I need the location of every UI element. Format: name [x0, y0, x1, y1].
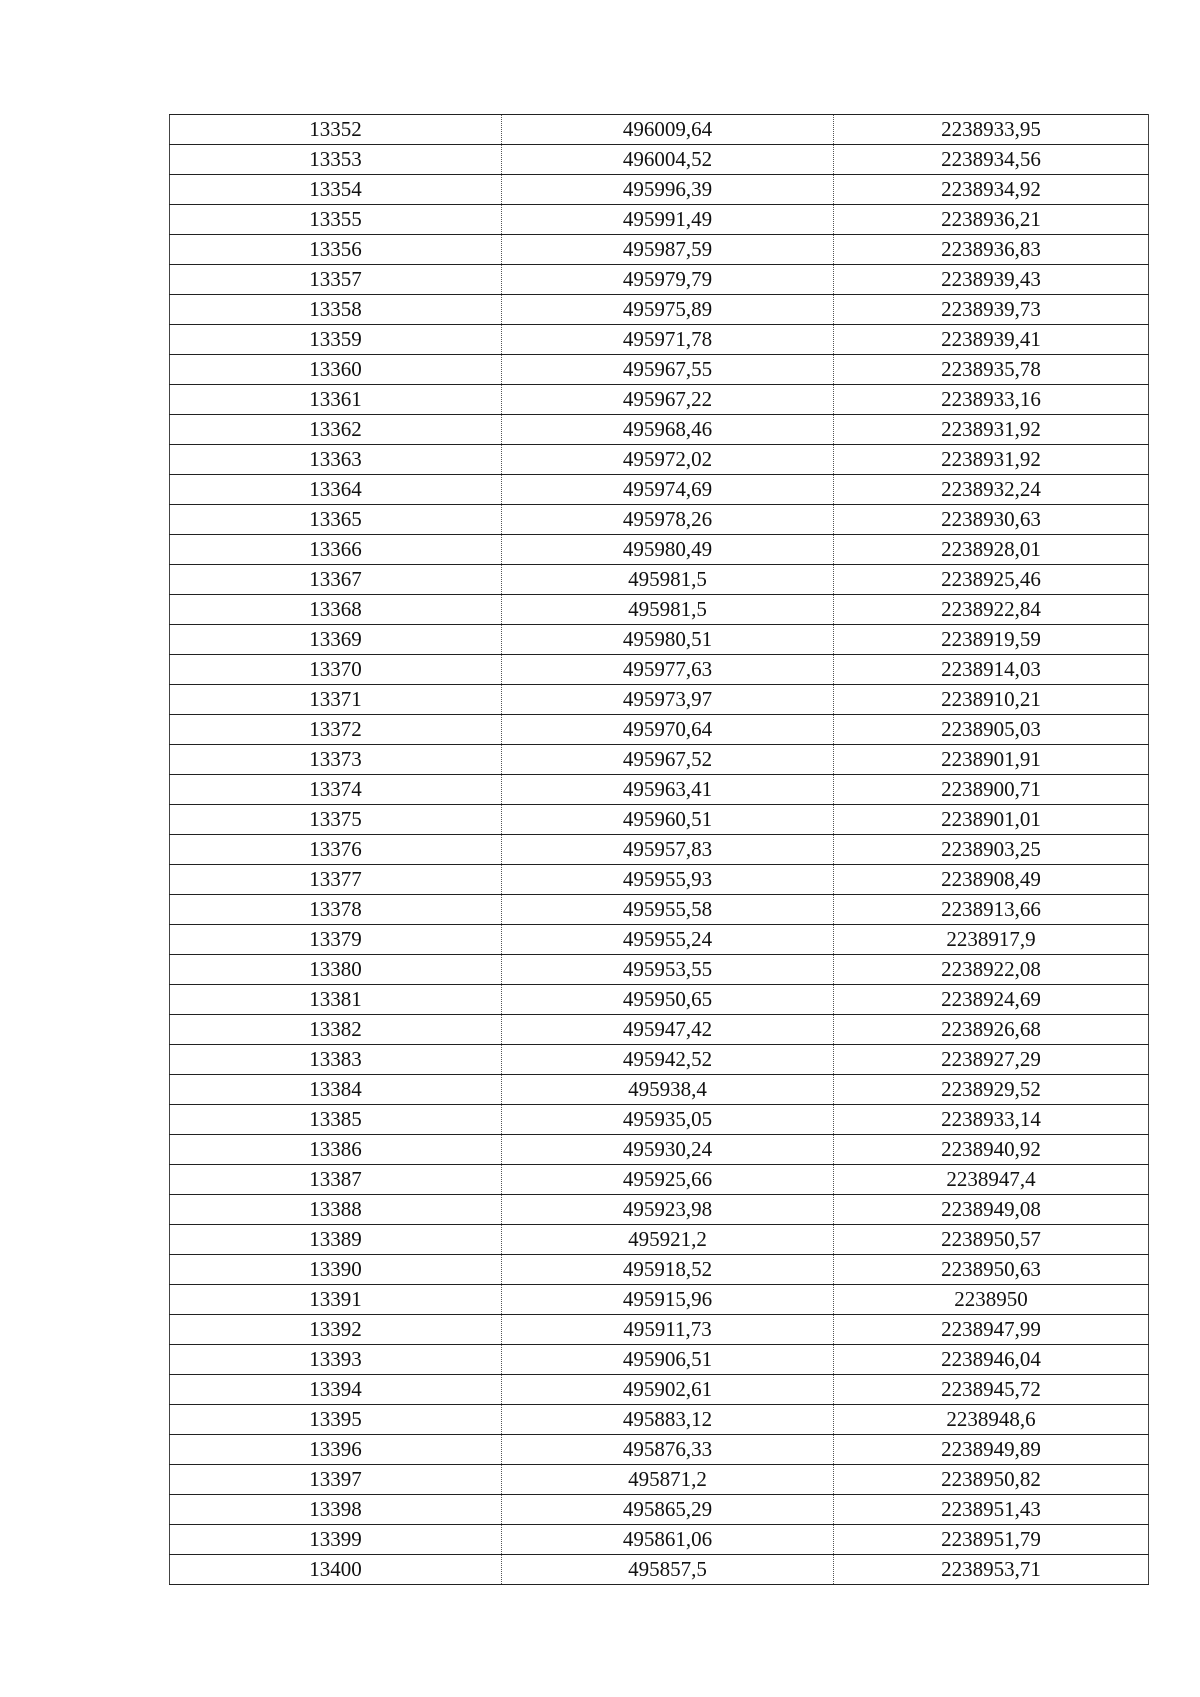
point-number-cell: 13352	[170, 115, 502, 145]
y-coordinate-cell: 2238951,79	[834, 1525, 1149, 1555]
x-coordinate-cell: 495971,78	[502, 325, 834, 355]
point-number-cell: 13355	[170, 205, 502, 235]
table-row	[170, 1405, 1149, 1435]
x-coordinate-cell: 495960,51	[502, 805, 834, 835]
table-row	[170, 355, 1149, 385]
point-number-cell: 13395	[170, 1405, 502, 1435]
table-row	[170, 985, 1149, 1015]
y-coordinate-cell: 2238949,89	[834, 1435, 1149, 1465]
table-row	[170, 1495, 1149, 1525]
table-row	[170, 235, 1149, 265]
point-number-cell: 13365	[170, 505, 502, 535]
x-coordinate-cell: 495923,98	[502, 1195, 834, 1225]
y-coordinate-cell: 2238901,91	[834, 745, 1149, 775]
y-coordinate-cell: 2238935,78	[834, 355, 1149, 385]
x-coordinate-cell: 495902,61	[502, 1375, 834, 1405]
point-number-cell: 13385	[170, 1105, 502, 1135]
table-row	[170, 775, 1149, 805]
table-row	[170, 475, 1149, 505]
table-row	[170, 325, 1149, 355]
x-coordinate-cell: 495967,55	[502, 355, 834, 385]
x-coordinate-cell: 495921,2	[502, 1225, 834, 1255]
y-coordinate-cell: 2238940,92	[834, 1135, 1149, 1165]
point-number-cell: 13379	[170, 925, 502, 955]
point-number-cell: 13364	[170, 475, 502, 505]
point-number-cell: 13362	[170, 415, 502, 445]
point-number-cell: 13378	[170, 895, 502, 925]
y-coordinate-cell: 2238934,92	[834, 175, 1149, 205]
point-number-cell: 13397	[170, 1465, 502, 1495]
y-coordinate-cell: 2238931,92	[834, 415, 1149, 445]
y-coordinate-cell: 2238933,95	[834, 115, 1149, 145]
y-coordinate-cell: 2238903,25	[834, 835, 1149, 865]
y-coordinate-cell: 2238928,01	[834, 535, 1149, 565]
x-coordinate-cell: 495975,89	[502, 295, 834, 325]
x-coordinate-cell: 495957,83	[502, 835, 834, 865]
table-row	[170, 715, 1149, 745]
table-row	[170, 445, 1149, 475]
table-row	[170, 505, 1149, 535]
x-coordinate-cell: 495996,39	[502, 175, 834, 205]
table-row	[170, 175, 1149, 205]
x-coordinate-cell: 495955,58	[502, 895, 834, 925]
table-row	[170, 115, 1149, 145]
x-coordinate-cell: 495981,5	[502, 595, 834, 625]
y-coordinate-cell: 2238953,71	[834, 1555, 1149, 1585]
x-coordinate-cell: 495980,51	[502, 625, 834, 655]
table-row	[170, 1465, 1149, 1495]
y-coordinate-cell: 2238926,68	[834, 1015, 1149, 1045]
x-coordinate-cell: 495991,49	[502, 205, 834, 235]
x-coordinate-cell: 495972,02	[502, 445, 834, 475]
point-number-cell: 13398	[170, 1495, 502, 1525]
point-number-cell: 13377	[170, 865, 502, 895]
y-coordinate-cell: 2238933,14	[834, 1105, 1149, 1135]
point-number-cell: 13400	[170, 1555, 502, 1585]
point-number-cell: 13368	[170, 595, 502, 625]
point-number-cell: 13396	[170, 1435, 502, 1465]
x-coordinate-cell: 495970,64	[502, 715, 834, 745]
point-number-cell: 13394	[170, 1375, 502, 1405]
y-coordinate-cell: 2238932,24	[834, 475, 1149, 505]
point-number-cell: 13357	[170, 265, 502, 295]
point-number-cell: 13372	[170, 715, 502, 745]
y-coordinate-cell: 2238917,9	[834, 925, 1149, 955]
point-number-cell: 13361	[170, 385, 502, 415]
point-number-cell: 13387	[170, 1165, 502, 1195]
point-number-cell: 13370	[170, 655, 502, 685]
table-row	[170, 1045, 1149, 1075]
table-row	[170, 295, 1149, 325]
y-coordinate-cell: 2238905,03	[834, 715, 1149, 745]
point-number-cell: 13363	[170, 445, 502, 475]
y-coordinate-cell: 2238950,57	[834, 1225, 1149, 1255]
table-row	[170, 1075, 1149, 1105]
x-coordinate-cell: 495906,51	[502, 1345, 834, 1375]
table-row	[170, 1435, 1149, 1465]
x-coordinate-cell: 495978,26	[502, 505, 834, 535]
x-coordinate-cell: 495967,52	[502, 745, 834, 775]
point-number-cell: 13358	[170, 295, 502, 325]
point-number-cell: 13399	[170, 1525, 502, 1555]
y-coordinate-cell: 2238947,4	[834, 1165, 1149, 1195]
table-row	[170, 865, 1149, 895]
y-coordinate-cell: 2238936,21	[834, 205, 1149, 235]
y-coordinate-cell: 2238931,92	[834, 445, 1149, 475]
point-number-cell: 13367	[170, 565, 502, 595]
y-coordinate-cell: 2238947,99	[834, 1315, 1149, 1345]
x-coordinate-cell: 495963,41	[502, 775, 834, 805]
point-number-cell: 13359	[170, 325, 502, 355]
y-coordinate-cell: 2238951,43	[834, 1495, 1149, 1525]
x-coordinate-cell: 495950,65	[502, 985, 834, 1015]
y-coordinate-cell: 2238950	[834, 1285, 1149, 1315]
y-coordinate-cell: 2238910,21	[834, 685, 1149, 715]
y-coordinate-cell: 2238950,63	[834, 1255, 1149, 1285]
table-row	[170, 1105, 1149, 1135]
y-coordinate-cell: 2238922,08	[834, 955, 1149, 985]
y-coordinate-cell: 2238945,72	[834, 1375, 1149, 1405]
x-coordinate-cell: 495979,79	[502, 265, 834, 295]
coordinates-table	[169, 114, 1149, 1585]
point-number-cell: 13386	[170, 1135, 502, 1165]
x-coordinate-cell: 495911,73	[502, 1315, 834, 1345]
y-coordinate-cell: 2238900,71	[834, 775, 1149, 805]
x-coordinate-cell: 495980,49	[502, 535, 834, 565]
point-number-cell: 13380	[170, 955, 502, 985]
table-row	[170, 1345, 1149, 1375]
x-coordinate-cell: 495861,06	[502, 1525, 834, 1555]
y-coordinate-cell: 2238914,03	[834, 655, 1149, 685]
y-coordinate-cell: 2238939,43	[834, 265, 1149, 295]
point-number-cell: 13374	[170, 775, 502, 805]
point-number-cell: 13388	[170, 1195, 502, 1225]
point-number-cell: 13360	[170, 355, 502, 385]
table-row	[170, 805, 1149, 835]
point-number-cell: 13375	[170, 805, 502, 835]
y-coordinate-cell: 2238908,49	[834, 865, 1149, 895]
x-coordinate-cell: 495871,2	[502, 1465, 834, 1495]
table-row	[170, 1285, 1149, 1315]
y-coordinate-cell: 2238933,16	[834, 385, 1149, 415]
y-coordinate-cell: 2238922,84	[834, 595, 1149, 625]
x-coordinate-cell: 495883,12	[502, 1405, 834, 1435]
point-number-cell: 13353	[170, 145, 502, 175]
x-coordinate-cell: 496004,52	[502, 145, 834, 175]
point-number-cell: 13354	[170, 175, 502, 205]
x-coordinate-cell: 496009,64	[502, 115, 834, 145]
y-coordinate-cell: 2238950,82	[834, 1465, 1149, 1495]
x-coordinate-cell: 495942,52	[502, 1045, 834, 1075]
table-row	[170, 535, 1149, 565]
x-coordinate-cell: 495918,52	[502, 1255, 834, 1285]
table-row	[170, 205, 1149, 235]
x-coordinate-cell: 495947,42	[502, 1015, 834, 1045]
x-coordinate-cell: 495967,22	[502, 385, 834, 415]
x-coordinate-cell: 495953,55	[502, 955, 834, 985]
x-coordinate-cell: 495973,97	[502, 685, 834, 715]
table-row	[170, 565, 1149, 595]
table-row	[170, 625, 1149, 655]
x-coordinate-cell: 495915,96	[502, 1285, 834, 1315]
point-number-cell: 13356	[170, 235, 502, 265]
point-number-cell: 13389	[170, 1225, 502, 1255]
x-coordinate-cell: 495955,24	[502, 925, 834, 955]
table-row	[170, 1255, 1149, 1285]
x-coordinate-cell: 495987,59	[502, 235, 834, 265]
x-coordinate-cell: 495865,29	[502, 1495, 834, 1525]
x-coordinate-cell: 495930,24	[502, 1135, 834, 1165]
table-row	[170, 595, 1149, 625]
table-row	[170, 1165, 1149, 1195]
x-coordinate-cell: 495974,69	[502, 475, 834, 505]
y-coordinate-cell: 2238925,46	[834, 565, 1149, 595]
table-row	[170, 745, 1149, 775]
table-row	[170, 265, 1149, 295]
y-coordinate-cell: 2238924,69	[834, 985, 1149, 1015]
table-row	[170, 925, 1149, 955]
table-row	[170, 895, 1149, 925]
table-row	[170, 1225, 1149, 1255]
table-row	[170, 1195, 1149, 1225]
point-number-cell: 13383	[170, 1045, 502, 1075]
point-number-cell: 13373	[170, 745, 502, 775]
table-row	[170, 1015, 1149, 1045]
table-row	[170, 1555, 1149, 1585]
y-coordinate-cell: 2238930,63	[834, 505, 1149, 535]
x-coordinate-cell: 495925,66	[502, 1165, 834, 1195]
point-number-cell: 13371	[170, 685, 502, 715]
coordinates-table-body	[170, 115, 1149, 1585]
y-coordinate-cell: 2238927,29	[834, 1045, 1149, 1075]
table-row	[170, 145, 1149, 175]
y-coordinate-cell: 2238949,08	[834, 1195, 1149, 1225]
table-row	[170, 955, 1149, 985]
y-coordinate-cell: 2238936,83	[834, 235, 1149, 265]
point-number-cell: 13382	[170, 1015, 502, 1045]
y-coordinate-cell: 2238939,73	[834, 295, 1149, 325]
table-row	[170, 685, 1149, 715]
point-number-cell: 13392	[170, 1315, 502, 1345]
x-coordinate-cell: 495977,63	[502, 655, 834, 685]
table-row	[170, 415, 1149, 445]
table-row	[170, 1135, 1149, 1165]
table-row	[170, 835, 1149, 865]
y-coordinate-cell: 2238939,41	[834, 325, 1149, 355]
y-coordinate-cell: 2238946,04	[834, 1345, 1149, 1375]
x-coordinate-cell: 495876,33	[502, 1435, 834, 1465]
point-number-cell: 13381	[170, 985, 502, 1015]
y-coordinate-cell: 2238901,01	[834, 805, 1149, 835]
table-row	[170, 1375, 1149, 1405]
y-coordinate-cell: 2238913,66	[834, 895, 1149, 925]
point-number-cell: 13391	[170, 1285, 502, 1315]
table-row	[170, 1525, 1149, 1555]
y-coordinate-cell: 2238948,6	[834, 1405, 1149, 1435]
y-coordinate-cell: 2238929,52	[834, 1075, 1149, 1105]
y-coordinate-cell: 2238934,56	[834, 145, 1149, 175]
x-coordinate-cell: 495955,93	[502, 865, 834, 895]
point-number-cell: 13369	[170, 625, 502, 655]
x-coordinate-cell: 495981,5	[502, 565, 834, 595]
point-number-cell: 13384	[170, 1075, 502, 1105]
table-row	[170, 1315, 1149, 1345]
table-row	[170, 385, 1149, 415]
point-number-cell: 13393	[170, 1345, 502, 1375]
x-coordinate-cell: 495938,4	[502, 1075, 834, 1105]
point-number-cell: 13376	[170, 835, 502, 865]
x-coordinate-cell: 495968,46	[502, 415, 834, 445]
point-number-cell: 13390	[170, 1255, 502, 1285]
point-number-cell: 13366	[170, 535, 502, 565]
x-coordinate-cell: 495857,5	[502, 1555, 834, 1585]
table-row	[170, 655, 1149, 685]
x-coordinate-cell: 495935,05	[502, 1105, 834, 1135]
y-coordinate-cell: 2238919,59	[834, 625, 1149, 655]
